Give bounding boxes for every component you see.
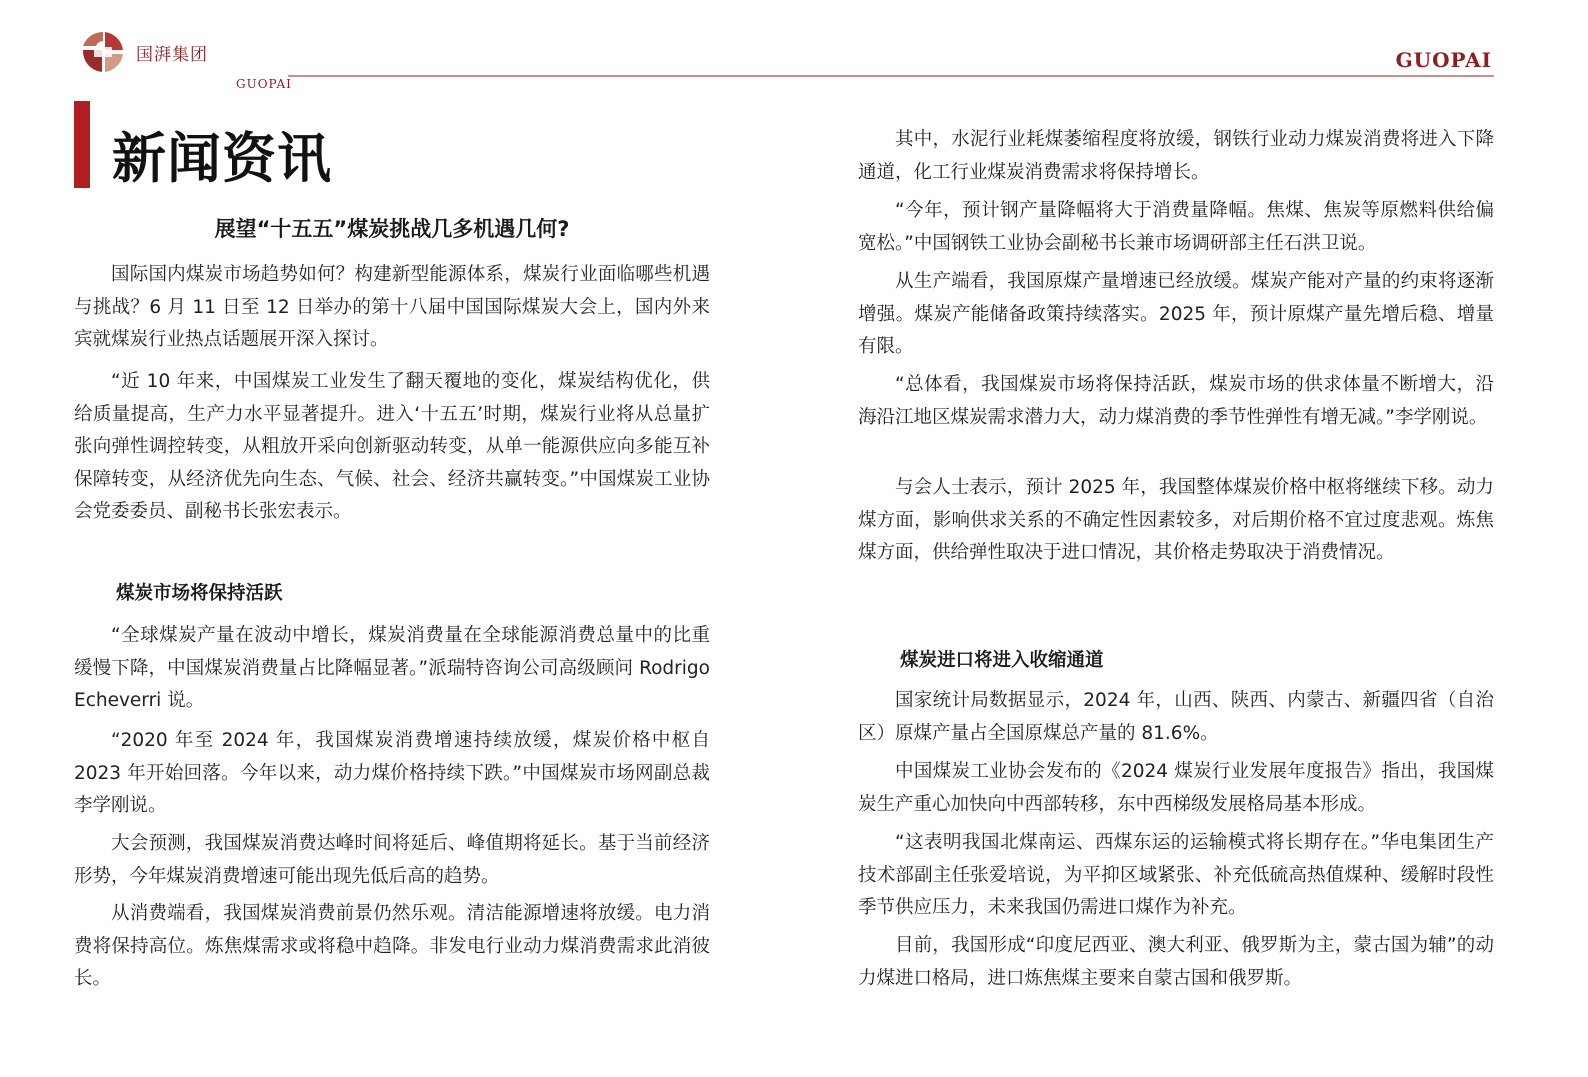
article-title: 展望“十五五”煤炭挑战几多机遇几何? bbox=[214, 217, 570, 241]
guopai-logo-icon bbox=[80, 30, 126, 74]
paragraph: 从生产端看，我国原煤产量增速已经放缓。煤炭产能对产量的约束将逐渐增强。煤炭产能储备政策持续落实。2025 年，预计原煤产量先增后稳、增量有限。 bbox=[858, 271, 1494, 357]
paragraph: “全球煤炭产量在波动中增长，煤炭消费量在全球能源消费总量中的比重缓慢下降，中国煤炭消费量占比降幅显著。”派瑞特咨询公司高级顾问 Rodrigo Echeverri 说。 bbox=[74, 625, 710, 711]
paragraph: 国家统计局数据显示，2024 年，山西、陕西、内蒙古、新疆四省（自治区）原煤产量占全国原煤总产量的 81.6%。 bbox=[858, 690, 1494, 744]
brand-subtitle: GUOPAI bbox=[236, 77, 292, 91]
paragraph: 其中，水泥行业耗煤萎缩程度将放缓，钢铁行业动力煤炭消费将进入下降通道，化工行业煤炭消费需求将保持增长。 bbox=[858, 129, 1494, 183]
header-divider bbox=[288, 75, 1494, 77]
section-title: 新闻资讯 bbox=[112, 127, 332, 190]
paragraph: 从消费端看，我国煤炭消费前景仍然乐观。清洁能源增速将放缓。电力消费将保持高位。炼焦煤需求或将稳中趋降。非发电行业动力煤消费需求此消彼长。 bbox=[74, 903, 710, 989]
paragraph: “近 10 年来，中国煤炭工业发生了翻天覆地的变化，煤炭结构优化，供给质量提高，生产力水平显著提升。进入‘十五五’时期，煤炭行业将从总量扩张向弹性调控转变，从粗放开采向创新驱动转变，从单一能源供应向多能互补保障转变，从经济优先向生态、气候、社会、经济共赢转变。”中国煤炭工业协会党委委员、副秘书长张宏表示。 bbox=[74, 371, 710, 522]
brand-name: 国湃集团 bbox=[136, 45, 208, 65]
paragraph: 中国煤炭工业协会发布的《2024 煤炭行业发展年度报告》指出，我国煤炭生产重心加快向中西部转移，东中西梯级发展格局基本形成。 bbox=[858, 761, 1494, 815]
paragraph: 大会预测，我国煤炭消费达峰时间将延后、峰值期将延长。基于当前经济形势，今年煤炭消费增速可能出现先低后高的趋势。 bbox=[74, 833, 710, 887]
paragraph: “这表明我国北煤南运、西煤东运的运输模式将长期存在。”华电集团生产技术部副主任张爱培说，为平抑区域紧张、补充低硫高热值煤种、缓解时段性季节供应压力，未来我国仍需进口煤作为补充。 bbox=[858, 832, 1494, 918]
paragraph: 国际国内煤炭市场趋势如何？构建新型能源体系，煤炭行业面临哪些机遇与挑战？6 月 11 日至 12 日举办的第十八届中国国际煤炭大会上，国内外来宾就煤炭行业热点话题展开深入探讨。 bbox=[74, 264, 710, 350]
paragraph: “总体看，我国煤炭市场将保持活跃，煤炭市场的供求体量不断增大，沿海沿江地区煤炭需求潜力大，动力煤消费的季节性弹性有增无减。”李学刚说。 bbox=[858, 374, 1494, 428]
subheading: 煤炭进口将进入收缩通道 bbox=[900, 650, 1104, 671]
subheading: 煤炭市场将保持活跃 bbox=[116, 583, 283, 604]
paragraph: 与会人士表示，预计 2025 年，我国整体煤炭价格中枢将继续下移。动力煤方面，影响供求关系的不确定性因素较多，对后期价格不宜过度悲观。炼焦煤方面，供给弹性取决于进口情况，其价格走势取决于消费情况。 bbox=[858, 477, 1494, 563]
section-accent-bar bbox=[74, 101, 90, 188]
paragraph: 目前，我国形成“印度尼西亚、澳大利亚、俄罗斯为主，蒙古国为辅”的动力煤进口格局，进口炼焦煤主要来自蒙古国和俄罗斯。 bbox=[858, 935, 1494, 989]
brand-right-label: GUOPAI bbox=[1395, 48, 1492, 72]
paragraph: “今年，预计钢产量降幅将大于消费量降幅。焦煤、焦炭等原燃料供给偏宽松。”中国钢铁工业协会副秘书长兼市场调研部主任石洪卫说。 bbox=[858, 200, 1494, 254]
paragraph: “2020 年至 2024 年，我国煤炭消费增速持续放缓，煤炭价格中枢自 2023 年开始回落。今年以来，动力煤价格持续下跌。”中国煤炭市场网副总裁李学刚说。 bbox=[74, 730, 710, 816]
